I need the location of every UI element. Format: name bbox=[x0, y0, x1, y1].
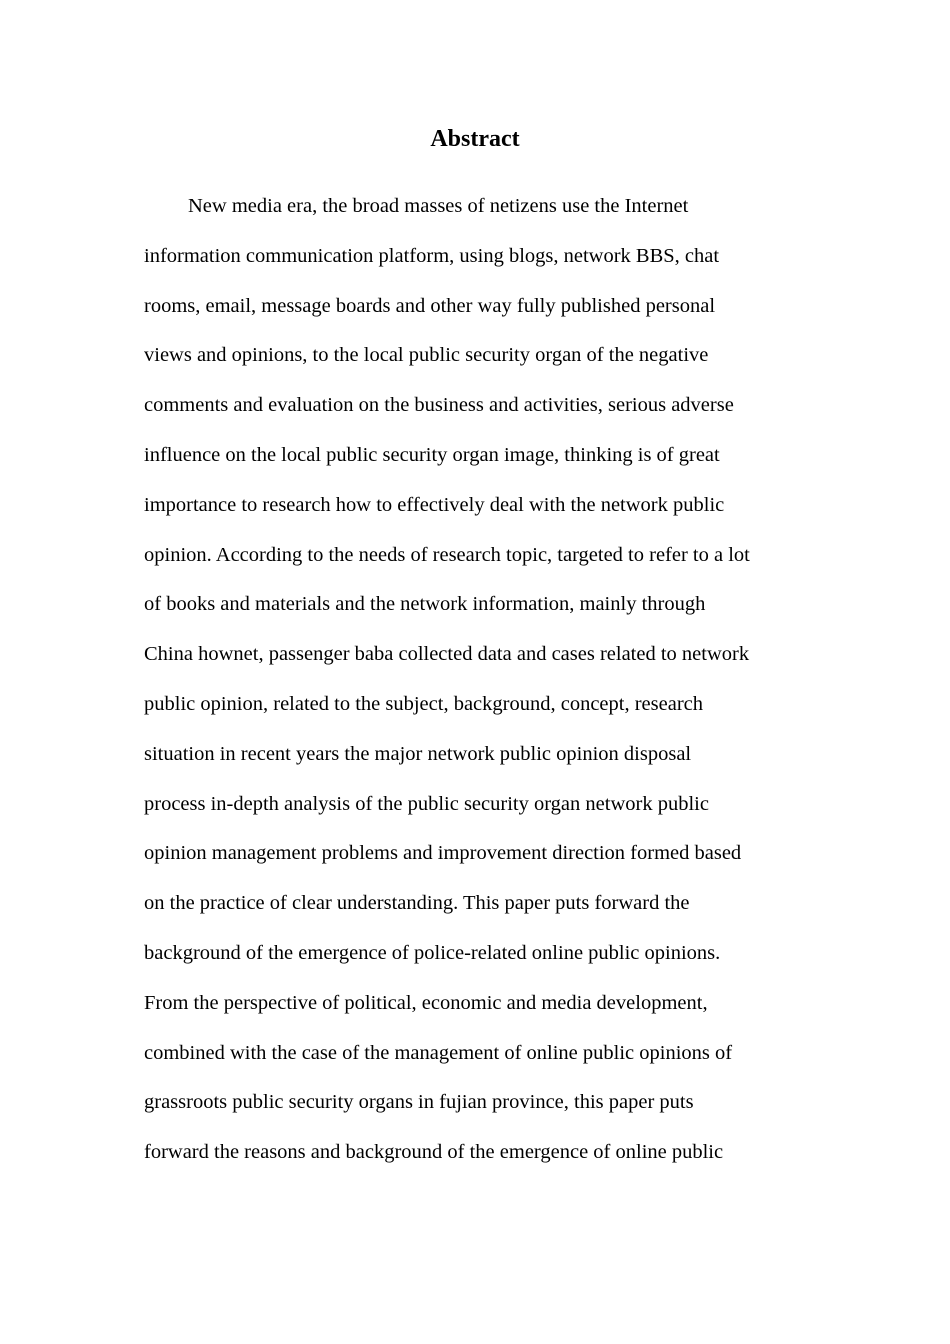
abstract-line: importance to research how to effectively deal with the network public bbox=[144, 493, 725, 516]
abstract-line: From the perspective of political, economic and media development, bbox=[144, 991, 708, 1014]
abstract-line: rooms, email, message boards and other way fully published personal bbox=[144, 294, 716, 317]
abstract-line: background of the emergence of police-related online public opinions. bbox=[144, 941, 721, 964]
abstract-line: grassroots public security organs in fujian province, this paper puts bbox=[144, 1091, 694, 1114]
abstract-line: process in-depth analysis of the public security organ network public bbox=[144, 792, 709, 815]
abstract-line: on the practice of clear understanding. This paper puts forward the bbox=[144, 892, 690, 915]
abstract-title: Abstract bbox=[430, 126, 520, 152]
abstract-line: situation in recent years the major network public opinion disposal bbox=[144, 742, 692, 765]
abstract-body bbox=[144, 192, 824, 1188]
abstract-line: combined with the case of the management of online public opinions of bbox=[144, 1041, 733, 1064]
abstract-line: views and opinions, to the local public security organ of the negative bbox=[144, 344, 709, 367]
abstract-line: information communication platform, using blogs, network BBS, chat bbox=[144, 244, 720, 267]
abstract-line: of books and materials and the network information, mainly through bbox=[144, 593, 706, 616]
abstract-line: opinion management problems and improvement direction formed based bbox=[144, 842, 742, 865]
abstract-line: forward the reasons and background of the emergence of online public bbox=[144, 1141, 724, 1164]
abstract-line: New media era, the broad masses of netizens use the Internet bbox=[188, 195, 689, 217]
abstract-line: comments and evaluation on the business and activities, serious adverse bbox=[144, 394, 734, 417]
abstract-line: influence on the local public security organ image, thinking is of great bbox=[144, 443, 720, 466]
abstract-line: opinion. According to the needs of research topic, targeted to refer to a lot bbox=[144, 543, 750, 566]
abstract-line: public opinion, related to the subject, background, concept, research bbox=[144, 692, 703, 715]
abstract-line: China hownet, passenger baba collected data and cases related to network bbox=[144, 643, 750, 666]
